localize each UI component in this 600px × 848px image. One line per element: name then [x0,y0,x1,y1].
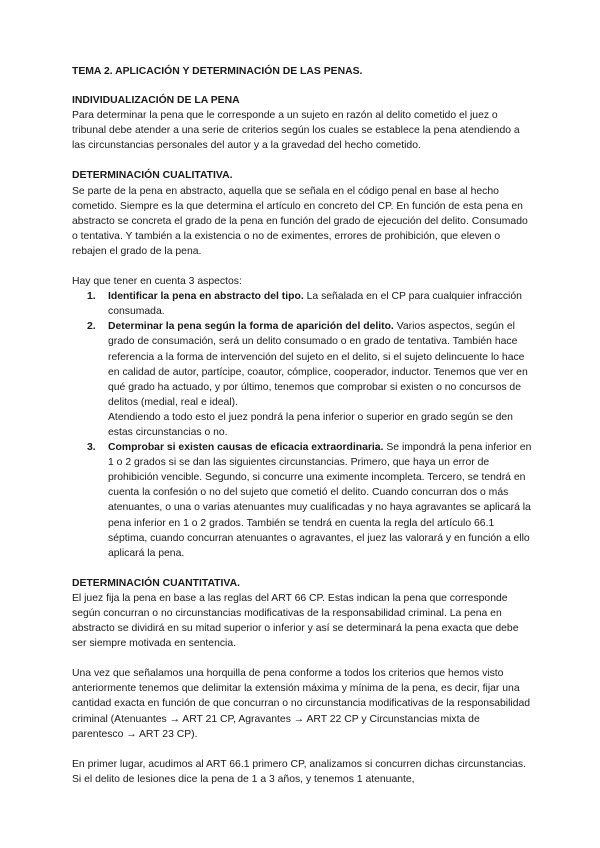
list-number: 1. [87,291,96,303]
document-title: TEMA 2. APLICACIÓN Y DETERMINACIÓN DE LAS PENAS. [72,66,363,77]
section-paragraph: Para determinar la pena que le corresponde a un sujeto en razón al delito cometido el juez o tribunal debe atender a una serie de criterios según los cuales se establece la pena atendiendo a las circunstancias personales del autor y a la gravedad del hecho cometido. [72,110,520,152]
list-item [72,440,532,561]
section-cuantitativa [72,576,532,787]
list-item [72,289,532,319]
section-paragraph: El juez fija la pena en base a las reglas del ART 66 CP. Estas indican la pena que corresponde según concurran o no circunstancias modificativas de la responsabilidad criminal. La pena en abstracto se dividirá en su mitad superior o inferior y así se determinará la pena exacta que debe ser siempre motivada en sentencia. [72,592,519,650]
list-number: 3. [87,442,96,454]
aspects-list [72,289,532,561]
list-item-lead: Comprobar si existen causas de eficacia extraordinaria. [108,442,384,454]
section-paragraph: Se parte de la pena en abstracto, aquella que se señala en el código penal en base al hecho cometido. Siempre es la que determina el artículo en concreto del CP. En función de esta pena en abstracto se concreta el grado de la pena en función del grado de ejecución del delito. Consumado o tentativa. Y también a la existencia o no de eximentes, errores de prohibición, que eleven o rebajen el grado de la pena. [72,185,528,257]
section-heading: DETERMINACIÓN CUANTITATIVA. [72,577,240,589]
list-item-text: Varios aspectos, según el grado de consumación, será un delito consumado o en grado de tentativa. También hace referencia a la forma de intervención del sujeto en el delito, si el sujeto delincuente lo hace en calidad de autor, partícipe, coautor, cómplice, cooperador, inductor. Tenemos que ver en qué grado ha actuado, y por último, tenemos que comprobar si existen o no concursos de delitos (medial, real e ideal). [108,321,528,408]
section-heading: INDIVIDUALIZACIÓN DE LA PENA [72,95,240,107]
section-paragraph: Una vez que señalamos una horquilla de pena conforme a todos los criterios que hemos visto anteriormente tenemos que delimitar la extensión máxima y mínima de la pena, es decir, fijar una cantidad exacta en función de que concurran o no circunstancia modificativas de la responsabilidad criminal (Atenuantes → ART 21 CP, Agravantes → ART 22 CP y Circunstancias mixta de parentesco → ART 23 CP). [72,668,531,740]
list-item-text: La señalada en el CP para cualquier infracción consumada. [108,291,522,318]
document-page [72,64,532,802]
section-individualizacion [72,93,532,153]
list-item-lead: Identificar la pena en abstracto del tipo. [108,291,304,303]
list-item-text: Se impondrá la pena inferior en 1 o 2 grados si se dan las siguientes circunstancias. Primero, que haya un error de prohibición vencible. Segundo, si concurre una eximente incompleta. Tercero, se tendrá en cuenta la confesión o no del sujeto que cometió el delito. Cuando concurran dos o más atenuantes, o una o varias atenuantes muy cualificadas y no haya agravantes se aplicará la pena inferior en 1 o 2 grados. También se tendrá en cuenta la regla del artículo 66.1 séptima, cuando concurran atenuantes o agravantes, el juez las valorará y en función a ello aplicará la pena. [108,442,532,559]
section-cualitativa [72,168,532,560]
list-item [72,319,532,440]
list-item-lead: Determinar la pena según la forma de aparición del delito. [108,321,394,333]
list-item-extra: Atendiendo a todo esto el juez pondrá la pena inferior o superior en grado según se den estas circunstancias o no. [108,411,513,438]
list-intro: Hay que tener en cuenta 3 aspectos: [72,276,242,288]
section-paragraph: En primer lugar, acudimos al ART 66.1 primero CP, analizamos si concurren dichas circunstancias. Si el delito de lesiones dice la pena de 1 a 3 años, y tenemos 1 atenuante, [72,758,526,785]
list-number: 2. [87,321,96,333]
section-heading: DETERMINACIÓN CUALITATIVA. [72,170,233,182]
